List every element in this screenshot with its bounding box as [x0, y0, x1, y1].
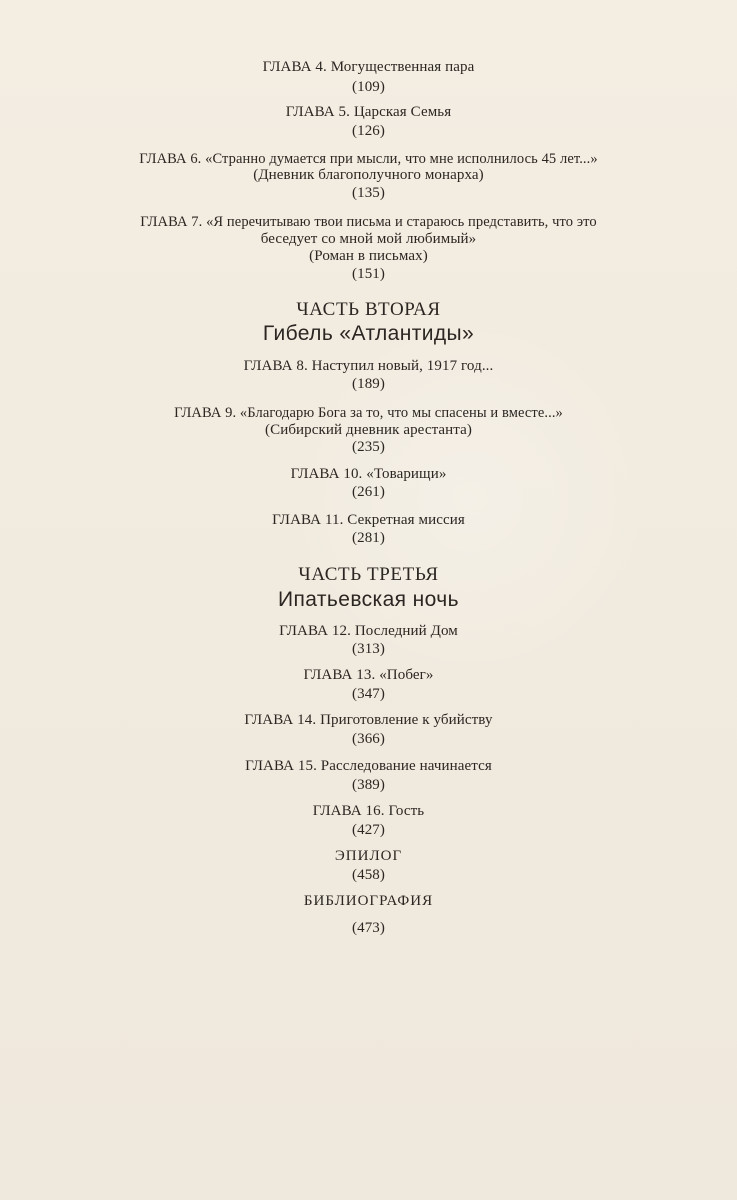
- chapter-12-page: (313): [352, 641, 385, 657]
- chapter-15-title: ГЛАВА 15. Расследование начинается: [245, 758, 492, 774]
- chapter-4-page: (109): [352, 79, 385, 95]
- chapter-11-page: (281): [352, 530, 385, 546]
- part-three-title: Ипатьевская ночь: [278, 588, 459, 611]
- epilogue-title: ЭПИЛОГ: [334, 848, 403, 864]
- bibliography-page: (473): [352, 920, 385, 936]
- chapter-15-page: (389): [352, 777, 385, 793]
- chapter-14-page: (366): [352, 731, 385, 747]
- chapter-7-title-line-2: беседует со мной мой любимый»: [260, 231, 477, 247]
- part-two-heading: ЧАСТЬ ВТОРАЯ: [296, 299, 441, 320]
- chapter-9-title: ГЛАВА 9. «Благодарю Бога за то, что мы спасены и вместе...»: [174, 405, 563, 421]
- chapter-6-page: (135): [352, 185, 385, 201]
- chapter-7-subtitle: (Роман в письмах): [309, 248, 428, 264]
- part-three-heading: ЧАСТЬ ТРЕТЬЯ: [298, 564, 439, 585]
- chapter-8-page: (189): [352, 376, 385, 392]
- chapter-5-page: (126): [352, 123, 385, 139]
- chapter-8-title: ГЛАВА 8. Наступил новый, 1917 год...: [243, 358, 494, 374]
- chapter-12-title: ГЛАВА 12. Последний Дом: [279, 623, 458, 639]
- chapter-16-page: (427): [352, 822, 385, 838]
- chapter-10-page: (261): [352, 484, 385, 500]
- chapter-14-title: ГЛАВА 14. Приготовление к убийству: [244, 712, 493, 728]
- chapter-13-title: ГЛАВА 13. «Побег»: [303, 667, 434, 683]
- chapter-4-title: ГЛАВА 4. Могущественная пара: [262, 59, 475, 75]
- chapter-7-page: (151): [352, 266, 385, 282]
- chapter-13-page: (347): [352, 686, 385, 702]
- chapter-9-subtitle: (Сибирский дневник арестанта): [265, 422, 472, 438]
- chapter-10-title: ГЛАВА 10. «Товарищи»: [290, 466, 447, 482]
- part-two-title: Гибель «Атлантиды»: [262, 322, 475, 345]
- bibliography-title: БИБЛИОГРАФИЯ: [303, 893, 434, 909]
- chapter-5-title: ГЛАВА 5. Царская Семья: [285, 104, 452, 120]
- chapter-6-subtitle: (Дневник благополучного монарха): [253, 167, 484, 183]
- chapter-11-title: ГЛАВА 11. Секретная миссия: [272, 512, 465, 528]
- chapter-6-title: ГЛАВА 6. «Странно думается при мысли, что мне исполнилось 45 лет...»: [139, 151, 598, 167]
- chapter-7-title-line-1: ГЛАВА 7. «Я перечитываю твои письма и стараюсь представить, что это: [140, 214, 597, 230]
- chapter-9-page: (235): [352, 439, 385, 455]
- epilogue-page: (458): [352, 867, 385, 883]
- chapter-16-title: ГЛАВА 16. Гость: [312, 803, 425, 819]
